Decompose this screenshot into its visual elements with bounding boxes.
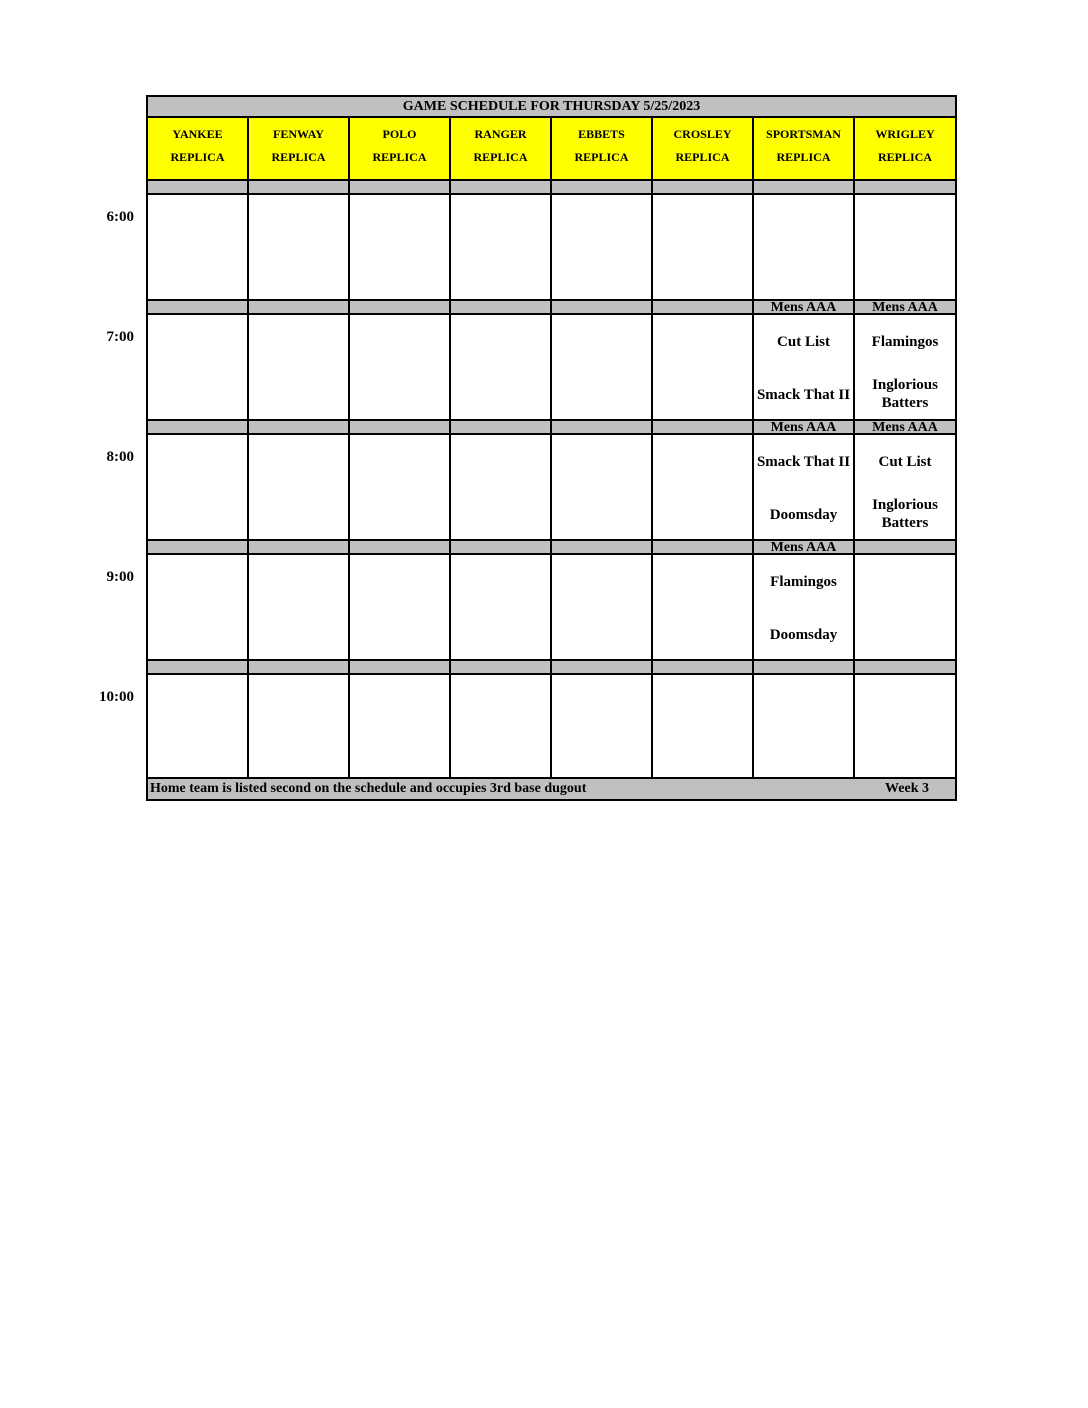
division-label: [148, 299, 249, 315]
game-cell: [855, 675, 955, 779]
field-name: CROSLEY: [673, 127, 732, 141]
game-cell: [855, 315, 955, 419]
division-label: [148, 179, 249, 195]
field-header-6: [754, 118, 855, 179]
division-label: [249, 299, 350, 315]
game-cell: [552, 555, 653, 659]
away-team: Flamingos: [871, 334, 939, 350]
time-label: 8:00: [106, 449, 134, 465]
field-subtitle: REPLICA: [776, 150, 831, 164]
game-cell: [451, 315, 552, 419]
division-label: [249, 419, 350, 435]
division-label: [653, 419, 754, 435]
game-cell: [451, 195, 552, 299]
game-cell: [552, 435, 653, 539]
division-label: [148, 539, 249, 555]
field-header-7: [855, 118, 955, 179]
division-label: [552, 179, 653, 195]
division-label: Mens AAA: [754, 419, 855, 435]
division-label: [451, 539, 552, 555]
division-label: [249, 659, 350, 675]
away-team: Smack That II: [756, 454, 851, 470]
game-cell: [653, 555, 754, 659]
home-team: Doomsday: [769, 627, 838, 643]
division-label: [451, 419, 552, 435]
field-name: FENWAY: [273, 127, 324, 141]
game-cell: [350, 675, 451, 779]
game-cell: [855, 555, 955, 659]
division-label: Mens AAA: [754, 299, 855, 315]
time-label: 7:00: [106, 329, 134, 345]
time-label: 6:00: [106, 209, 134, 225]
schedule-table: [146, 95, 957, 801]
division-label: [451, 659, 552, 675]
field-name: POLO: [382, 127, 417, 141]
game-cell: [451, 555, 552, 659]
away-team: Cut List: [878, 454, 932, 470]
field-subtitle: REPLICA: [877, 150, 932, 164]
game-cell: [451, 675, 552, 779]
field-name: RANGER: [474, 127, 527, 141]
game-cell: [855, 435, 955, 539]
game-cell: [754, 555, 855, 659]
division-label: Mens AAA: [754, 539, 855, 555]
game-cell: [552, 675, 653, 779]
game-cell: [148, 315, 249, 419]
field-header-4: [552, 118, 653, 179]
field-name: YANKEE: [172, 127, 223, 141]
division-label: [451, 179, 552, 195]
division-label: [350, 659, 451, 675]
field-subtitle: REPLICA: [271, 150, 326, 164]
game-cell: [148, 195, 249, 299]
field-name: WRIGLEY: [875, 127, 935, 141]
field-header-1: [249, 118, 350, 179]
game-cell: [552, 315, 653, 419]
division-label: [855, 539, 955, 555]
game-cell: [754, 675, 855, 779]
division-label: Mens AAA: [855, 419, 955, 435]
game-cell: [653, 435, 754, 539]
division-label: [148, 659, 249, 675]
game-cell: [249, 675, 350, 779]
game-cell: [148, 675, 249, 779]
division-label: [754, 179, 855, 195]
field-header-3: [451, 118, 552, 179]
division-label: [552, 419, 653, 435]
field-subtitle: REPLICA: [170, 150, 225, 164]
game-cell: [249, 435, 350, 539]
game-cell: [653, 675, 754, 779]
game-cell: [653, 195, 754, 299]
field-name: SPORTSMAN: [766, 127, 841, 141]
home-team: Inglorious Batters: [872, 497, 938, 531]
division-label: [249, 539, 350, 555]
footer-note: Home team is listed second on the schedule and occupies 3rd base dugout: [150, 781, 587, 796]
game-cell: [249, 315, 350, 419]
field-subtitle: REPLICA: [473, 150, 528, 164]
game-cell: [552, 195, 653, 299]
division-label: [148, 419, 249, 435]
away-team: Cut List: [777, 334, 830, 350]
division-label: [249, 179, 350, 195]
division-label: [552, 659, 653, 675]
division-label: [552, 539, 653, 555]
game-cell: [451, 435, 552, 539]
home-team: Doomsday: [769, 507, 838, 523]
game-cell: [350, 315, 451, 419]
division-label: [855, 179, 955, 195]
field-name: EBBETS: [578, 127, 625, 141]
game-cell: [249, 195, 350, 299]
game-cell: [350, 195, 451, 299]
division-label: Mens AAA: [855, 299, 955, 315]
field-subtitle: REPLICA: [372, 150, 427, 164]
field-subtitle: REPLICA: [675, 150, 730, 164]
home-team: Inglorious Batters: [872, 377, 938, 411]
division-label: [653, 299, 754, 315]
game-cell: [148, 435, 249, 539]
division-label: [552, 299, 653, 315]
division-label: [350, 299, 451, 315]
time-label: 9:00: [106, 569, 134, 585]
division-label: [653, 179, 754, 195]
division-label: [653, 659, 754, 675]
game-cell: [754, 435, 855, 539]
game-cell: [855, 195, 955, 299]
game-cell: [653, 315, 754, 419]
game-cell: [754, 195, 855, 299]
week-label: Week 3: [885, 781, 929, 796]
division-label: [451, 299, 552, 315]
division-label: [350, 539, 451, 555]
field-header-5: [653, 118, 754, 179]
game-cell: [249, 555, 350, 659]
division-label: [754, 659, 855, 675]
division-label: [350, 419, 451, 435]
division-label: [350, 179, 451, 195]
division-label: [653, 539, 754, 555]
away-team: Flamingos: [770, 574, 837, 590]
game-cell: [350, 435, 451, 539]
game-cell: [350, 555, 451, 659]
home-team: Smack That II: [756, 387, 851, 403]
field-subtitle: REPLICA: [574, 150, 629, 164]
field-header-0: [148, 118, 249, 179]
game-cell: [754, 315, 855, 419]
field-header-2: [350, 118, 451, 179]
game-cell: [148, 555, 249, 659]
division-label: [855, 659, 955, 675]
footer-bar: [148, 777, 955, 799]
time-label: 10:00: [99, 689, 134, 705]
schedule-title: GAME SCHEDULE FOR THURSDAY 5/25/2023: [148, 97, 955, 118]
